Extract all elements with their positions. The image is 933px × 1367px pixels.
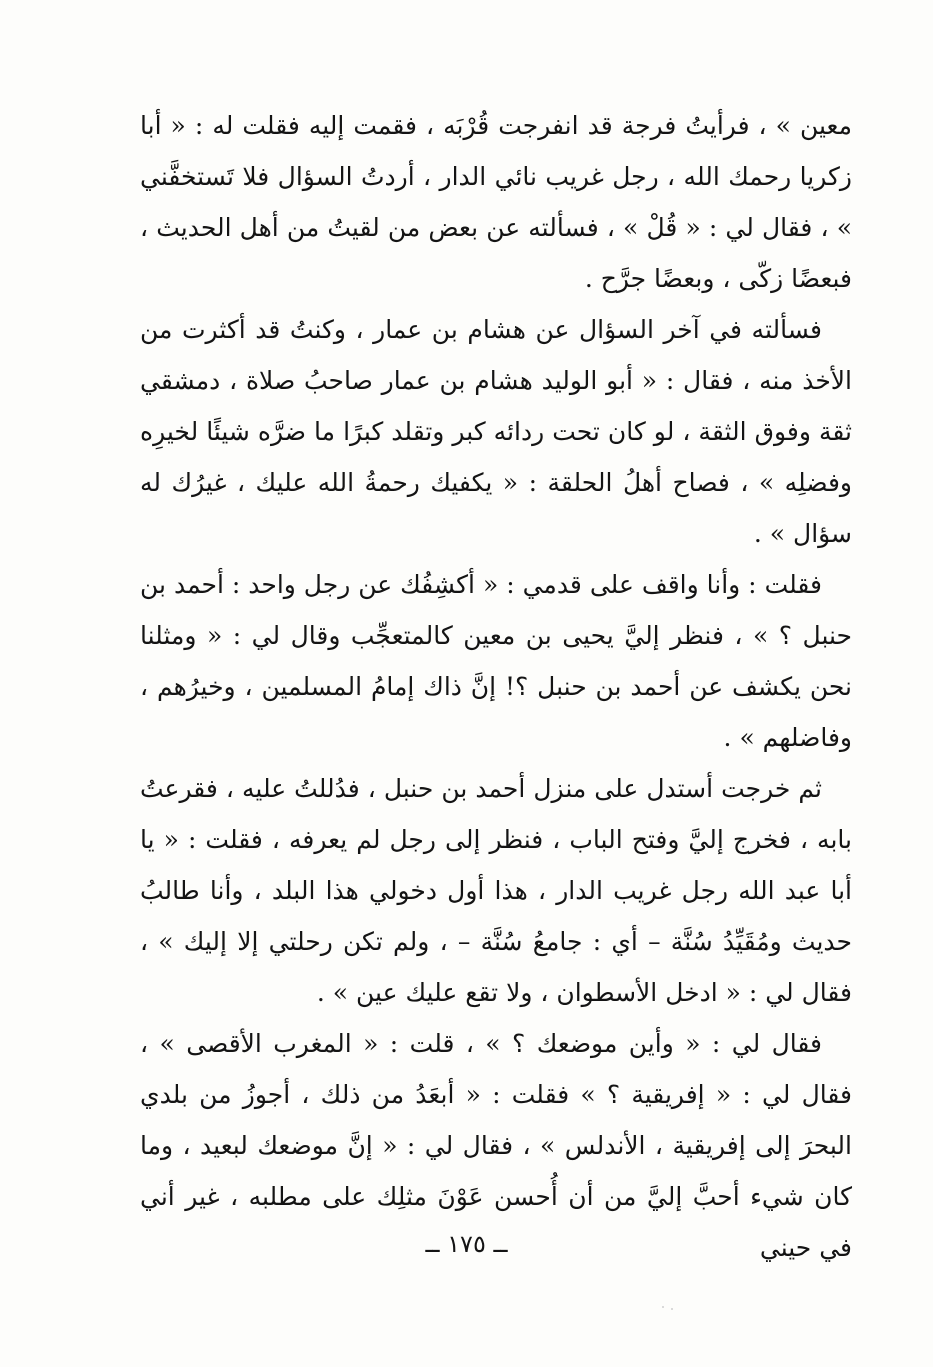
scan-speck	[671, 1308, 673, 1310]
paragraph-4: ثم خرجت أستدل على منزل أحمد بن حنبل ، فدُللتُ عليه ، فقرعتُ بابه ، فخرج إليَّ وفتح الباب ، فنظر إلى رجل لم يعرفه ، فقلت : « يا أبا عبد الله رجل غريب الدار ، هذا أول دخولي هذا البلد ، وأنا طالبُ حديث ومُقَيِّدُ سُنَّة – أي : جامعُ سُنَّة – ، ولم تكن رحلتي إلا إليك » ، فقال لي : « ادخل الأسطوان ، ولا تقع عليك عين » .	[140, 774, 852, 1007]
paragraph-1: معين » ، فرأيتُ فرجة قد انفرجت قُرْبَه ، فقمت إليه فقلت له : « أبا زكريا رحمك الله ، رجل غريب نائي الدار ، أردتُ السؤال فلا تَستخفَّني » ، فقال لي : « قُلْ » ، فسألته عن بعض من لقيتُ من أهل الحديث ، فبعضًا زكّى ، وبعضًا جرَّح .	[140, 111, 852, 293]
page-number: ــ ١٧٥ ــ	[425, 1230, 508, 1258]
paragraph-5: فقال لي : « وأين موضعك ؟ » ، قلت : « المغرب الأقصى » ، فقال لي : « إفريقية ؟ » فقلت : « أبعَدُ من ذلك ، أجوزُ من بلدي البحرَ إلى إفريقية ، الأندلس » ، فقال لي : « إنَّ موضعك لبعيد ، وما كان شيء أحبَّ إليَّ من أن أُحسن عَوْنَ مثلِك على مطلبه ، غير أني في حيني	[140, 1029, 852, 1262]
paragraph-3: فقلت : وأنا واقف على قدمي : « أكشِفُك عن رجل واحد : أحمد بن حنبل ؟ » ، فنظر إليَّ يحيى بن معين كالمتعجِّب وقال لي : « ومثلنا نحن يكشف عن أحمد بن حنبل ؟! إنَّ ذاك إمامُ المسلمين ، وخيرُهم ، وفاضلهم » .	[140, 570, 852, 752]
paragraph-2: فسألته في آخر السؤال عن هشام بن عمار ، وكنتُ قد أكثرت من الأخذ منه ، فقال : « أبو الوليد هشام بن عمار صاحبُ صلاة ، دمشقي ثقة وفوق الثقة ، لو كان تحت ردائه كبر وتقلد كبرًا ما ضرَّه شيئًا لخيرِه وفضلِه » ، فصاح أهلُ الحلقة : « يكفيك رحمةُ الله عليك ، غيرُك له سؤال » .	[140, 315, 852, 548]
scan-speck	[662, 1306, 664, 1308]
main-text	[140, 100, 852, 1273]
